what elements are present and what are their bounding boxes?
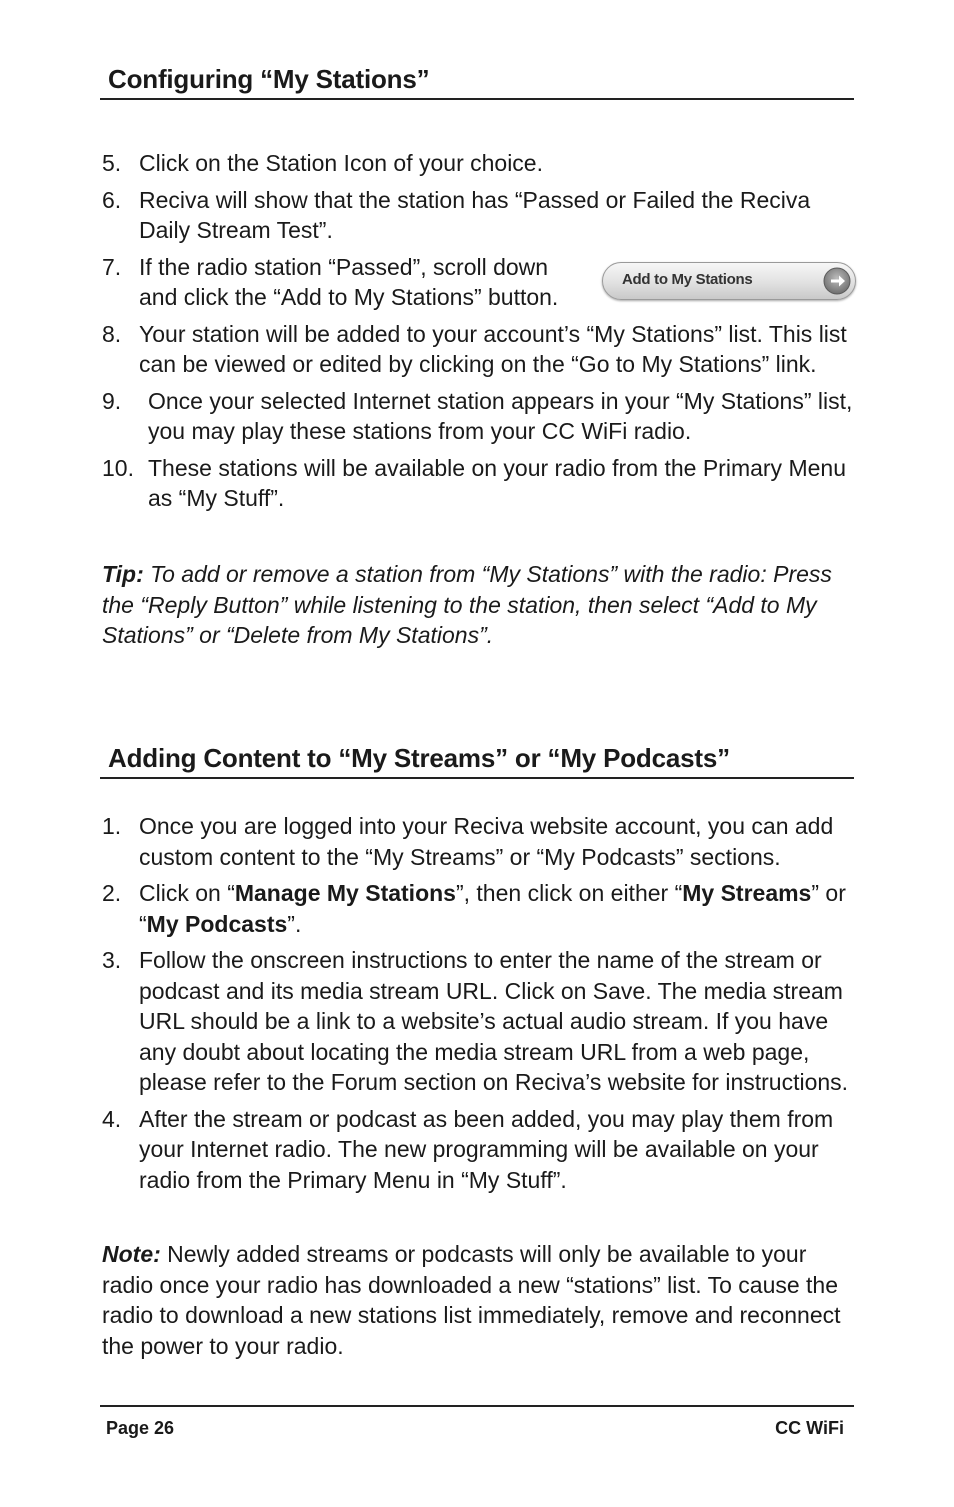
list-item	[102, 878, 862, 939]
step-text: After the stream or podcast as been added, you may play them from your Internet radio. The new programming will be available on your radio from the Primary Menu in “My Stuff”.	[139, 1105, 834, 1193]
add-to-my-stations-button-image	[602, 262, 856, 300]
footer-divider	[100, 1405, 854, 1407]
list-item	[102, 386, 862, 447]
note-label: Note:	[102, 1241, 161, 1267]
list-item	[102, 1104, 862, 1196]
note-paragraph	[102, 1239, 862, 1361]
note-text: Newly added streams or podcasts will only be available to your radio once your radio has downloaded a new “stations” list. To cause the radio to download a new stations list immediately, remove and reconnect the power to your radio.	[102, 1241, 841, 1359]
step-number: 10.	[102, 454, 134, 481]
my-stations-steps	[102, 148, 862, 520]
step-text: Once your selected Internet station appears in your “My Stations” list, you may play these stations from your CC WiFi radio.	[148, 387, 853, 444]
section-heading-my-stations: Configuring “My Stations”	[100, 64, 854, 100]
step-text	[102, 878, 862, 939]
list-item	[102, 148, 862, 179]
step-number: 4.	[102, 1105, 122, 1132]
tip-label: Tip:	[102, 561, 144, 587]
step-number: 2.	[102, 880, 122, 906]
step-text: If the radio station “Passed”, scroll down and click the “Add to My Stations” button.	[139, 253, 559, 310]
step-number: 3.	[102, 947, 122, 973]
product-name: CC WiFi	[775, 1418, 844, 1438]
list-item	[102, 319, 862, 380]
list-item	[102, 185, 862, 246]
step-number: 6.	[102, 186, 122, 213]
list-item	[102, 453, 862, 514]
tip-paragraph	[102, 559, 862, 651]
step-text: These stations will be available on your radio from the Primary Menu as “My Stuff”.	[148, 454, 846, 511]
my-streams-label: My Streams	[682, 880, 812, 906]
arrow-right-icon	[822, 266, 852, 296]
step-text: Click on the Station Icon of your choice.	[139, 150, 543, 176]
step-text: Once you are logged into your Reciva website account, you can add custom content to the “My Streams” or “My Podcasts” sections.	[139, 813, 834, 870]
manage-my-stations-label: Manage My Stations	[234, 880, 456, 906]
list-item	[102, 811, 862, 872]
text-fragment: Click on “	[139, 880, 235, 906]
section-heading-my-streams: Adding Content to “My Streams” or “My Podcasts”	[100, 743, 854, 779]
step-number: 1.	[102, 813, 122, 839]
text-fragment: ”, then click on either “	[455, 880, 683, 906]
text-fragment: ” or “	[139, 880, 846, 937]
step-number: 8.	[102, 320, 122, 347]
step-text: Reciva will show that the station has “Passed or Failed the Reciva Daily Stream Test”.	[139, 186, 811, 243]
step-text: Follow the onscreen instructions to enter the name of the stream or podcast and its media stream URL. Click on Save. The media stream URL should be a link to a website’s actual audio stream. If you have any doubt about locating the media stream URL from a web page, please refer to the Forum section on Reciva’s website for instructions.	[139, 947, 849, 1095]
page-number: Page 26	[106, 1418, 175, 1438]
text-fragment: ”.	[287, 910, 302, 937]
step-number: 5.	[102, 150, 122, 176]
step-number: 9.	[102, 387, 122, 414]
my-podcasts-label: My Podcasts	[146, 910, 288, 937]
step-text: Your station will be added to your account’s “My Stations” list. This list can be viewed or edited by clicking on the “Go to My Stations” link.	[139, 320, 847, 377]
my-streams-steps	[102, 811, 862, 1201]
step-number: 7.	[102, 253, 122, 280]
button-image-label: Add to My Stations	[622, 271, 753, 288]
list-item	[102, 945, 862, 1098]
tip-text: To add or remove a station from “My Stations” with the radio: Press the “Reply Button” while listening to the station, then select “Add to My Stations” or “Delete from My Stations”.	[102, 561, 832, 648]
